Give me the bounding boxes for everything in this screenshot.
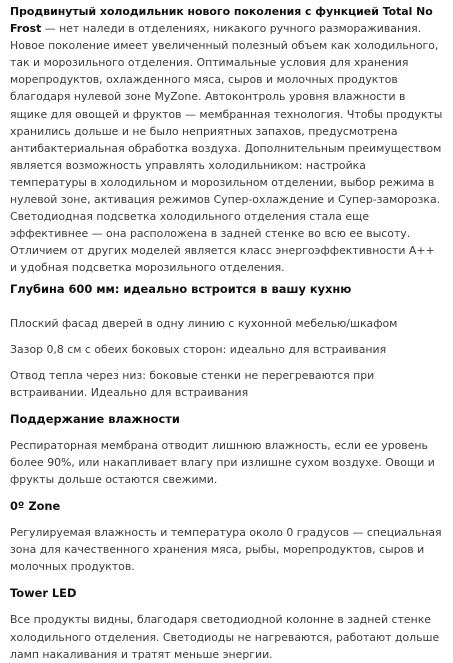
depth-heat-removal-text: Отвод тепла через низ: боковые стенки не перегреваются при встраивании. Идеально для встраивания [10,368,375,399]
intro-text: — нет наледи в отделениях, никакого ручного размораживания. Новое поколение имеет увеличенный полезный объем как холодильного, так и морозильного отделения. Оптимальные условия для хранения морепродуктов, охлажденного мяса, сыров и молочных продуктов благодаря нулевой зоне MyZone. Автоконтроль уровня влажности в ящике для овощей и фруктов — мембранная технология. Чтобы продукты хранились дольше и не было неприятных запахов, предусмотрена антибактериальная обработка воздуха. Дополнительным преимуществом является возможность управлять холодильником: настройка температуры в холодильном и морозильном отделении, выбор режима в нулевой зоне, активация режимов Супер-охлаждение и Супер-заморозка. Светодиодная подсветка холодильного отделения стала еще эффективнее — она расположена в задней стенке во всю ее высоту. Отличием от других моделей является класс энергоэффективности А++ и удобная подсветка морозильного отделения. [10,22,443,275]
tower-led-text: Все продукты видны, благодаря светодиодной колонне в задней стенке холодильного отделения. Светодиоды не нагреваются, работают дольше ламп накаливания и тратят меньше энергии. [10,613,440,661]
zero-zone-heading: 0º Zone [10,499,61,514]
humidity-text: Респираторная мембрана отводит лишнюю влажность, если ее уровень более 90%, или накапливает влагу при излишне сухом воздухе. Овощи и фрукты дольше остаются свежими. [10,438,435,487]
tower-led-heading: Tower LED [10,586,77,601]
humidity-heading: Поддержание влажности [10,411,180,426]
intro-paragraph [10,3,444,277]
zero-zone-text: Регулируемая влажность и температура около 0 градусов — специальная зона для качественного хранения мяса, рыбы, морепродуктов, сыров и молочных продуктов. [10,526,442,574]
depth-heading: Глубина 600 мм: идеально встроится в вашу кухню [10,281,352,296]
intro-title: Продвинутый холодильник нового поколения с функцией Total No Frost [10,5,433,36]
depth-gap-text: Зазор 0,8 см с обеих боковых сторон: идеально для встраивания [10,342,387,356]
depth-flat-facade-text: Плоский фасад дверей в одну линию с кухонной мебелью/шкафом [10,316,398,330]
